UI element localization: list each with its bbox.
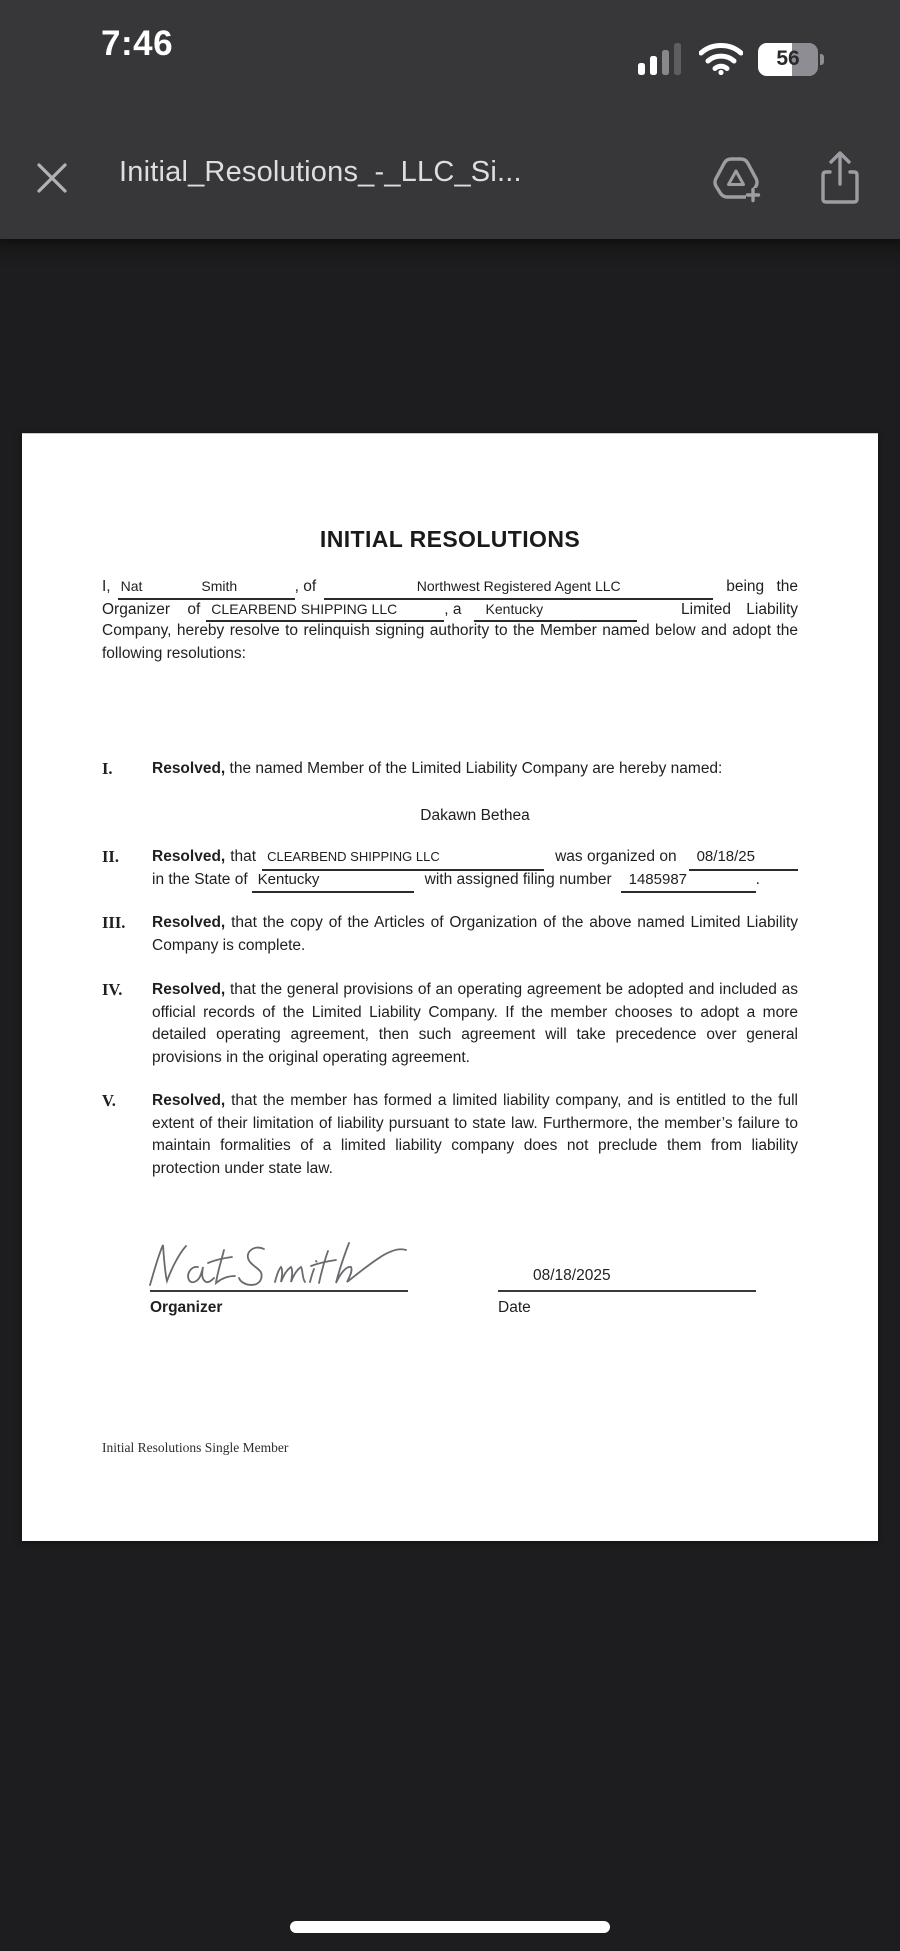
x-close-icon [35, 161, 69, 195]
company-name-field [206, 598, 444, 623]
section-four-resolved: Resolved, [152, 981, 226, 998]
handwritten-signature-nat-smith [144, 1236, 424, 1294]
intro-line-2 [102, 598, 798, 621]
intro-line-1 [102, 575, 798, 598]
status-icons [638, 42, 828, 76]
document-page [22, 433, 878, 1541]
section-five-numeral: V. [102, 1091, 116, 1110]
section-four-body: that the general provisions of an operating agreement be adopted and included as official records of the Limited Liability Company. If the member chooses to adopt a more detailed operating agreement, then such agreement will take precedence over general provisions in the original operating agreement. [152, 981, 798, 1066]
section-two-resolved: Resolved, [152, 848, 226, 865]
share-up-arrow-icon [816, 148, 864, 208]
date-label: Date [498, 1299, 531, 1316]
intro-paragraph [102, 575, 798, 665]
section-four [102, 979, 798, 1069]
filing-number-value: 1485987 [628, 870, 688, 888]
close-button[interactable] [28, 154, 76, 202]
signature-line [150, 1228, 408, 1292]
section-three-numeral: III. [102, 913, 126, 932]
top-bar [0, 0, 900, 239]
battery-nub [820, 54, 824, 65]
intro-comma-of: , of [294, 578, 317, 595]
intro-organizer-of: Organizer of [102, 600, 201, 618]
filing-number-label: with assigned filing number [424, 870, 612, 888]
company-name-value: CLEARBEND SHIPPING LLC [211, 600, 398, 617]
battery-icon [758, 43, 824, 76]
add-to-drive-button[interactable] [708, 148, 764, 208]
section-three-body: that the copy of the Articles of Organization of the above named Limited Liability Company is complete. [152, 914, 799, 954]
pdf-scroll-viewport[interactable] [0, 239, 900, 1951]
section-two-that: that [230, 848, 257, 865]
viewer-header [0, 130, 900, 239]
state-field [474, 598, 637, 623]
share-button[interactable] [812, 148, 868, 208]
home-indicator[interactable] [290, 1921, 610, 1933]
date-value: 08/18/2025 [533, 1267, 611, 1284]
section-five [102, 1090, 798, 1180]
organized-on-label: was organized on [555, 848, 677, 865]
section-one [102, 758, 798, 781]
registered-agent-field [324, 575, 713, 600]
organized-company-field [262, 846, 544, 871]
file-title: Initial_Resolutions_-_LLC_Si... [119, 156, 522, 188]
section-three [102, 912, 798, 957]
state-of-label: in the State of [152, 870, 248, 888]
document-footer: Initial Resolutions Single Member [102, 1440, 289, 1455]
section-one-text [152, 758, 798, 781]
organizer-signature-block [150, 1228, 408, 1317]
section-three-resolved: Resolved, [152, 914, 226, 931]
intro-lead: I, [102, 578, 111, 595]
member-name: Dakawn Bethea [420, 807, 530, 824]
status-time: 7:46 [101, 24, 174, 63]
wifi-icon [699, 43, 743, 75]
drive-add-icon [709, 151, 763, 205]
section-three-text [152, 912, 798, 957]
section-two-numeral: II. [102, 847, 119, 866]
organizer-last-name: Smith [201, 578, 238, 594]
section-five-resolved: Resolved, [152, 1092, 226, 1109]
intro-limited-liability: Limited Liability [681, 600, 798, 618]
organized-date-value: 08/18/25 [696, 848, 755, 865]
section-four-numeral: IV. [102, 980, 123, 999]
battery-percent: 56 [776, 47, 800, 70]
intro-comma-a: , a [444, 600, 462, 618]
filing-state-value: Kentucky [257, 870, 320, 888]
state-value: Kentucky [485, 600, 544, 617]
registered-agent-value: Northwest Registered Agent LLC [416, 578, 621, 594]
section-two-line-1 [152, 846, 798, 869]
section-two-line-2 [152, 869, 798, 892]
filing-state-field [252, 869, 414, 894]
document-title: INITIAL RESOLUTIONS [319, 526, 581, 552]
organizer-label: Organizer [150, 1299, 223, 1316]
section-one-resolved: Resolved, [152, 760, 226, 777]
section-four-text [152, 979, 798, 1069]
organized-company-value: CLEARBEND SHIPPING LLC [267, 849, 440, 864]
section-five-text [152, 1090, 798, 1180]
section-two-body [152, 846, 798, 891]
date-line [498, 1228, 756, 1292]
section-one-numeral: I. [102, 759, 113, 778]
organizer-first-name: Nat [120, 578, 143, 594]
intro-being-the: being the [726, 578, 798, 595]
organized-date-field [689, 846, 798, 871]
filing-number-field [621, 869, 756, 894]
section-two-period: . [755, 870, 760, 888]
section-two [102, 846, 798, 891]
cellular-signal-icon [638, 43, 684, 75]
section-five-body: that the member has formed a limited liability company, and is entitled to the full extent of their limitation of liability pursuant to state law. Furthermore, the member’s failure to maintain formalities of a limited liability company does not preclude them from liability protection under state law. [152, 1092, 798, 1177]
date-block [498, 1228, 756, 1317]
section-one-body: the named Member of the Limited Liability Company are hereby named: [229, 760, 723, 777]
intro-rest: Company, hereby resolve to relinquish signing authority to the Member named below and adopt the following resolutions: [102, 622, 798, 662]
organizer-name-field [118, 575, 295, 600]
